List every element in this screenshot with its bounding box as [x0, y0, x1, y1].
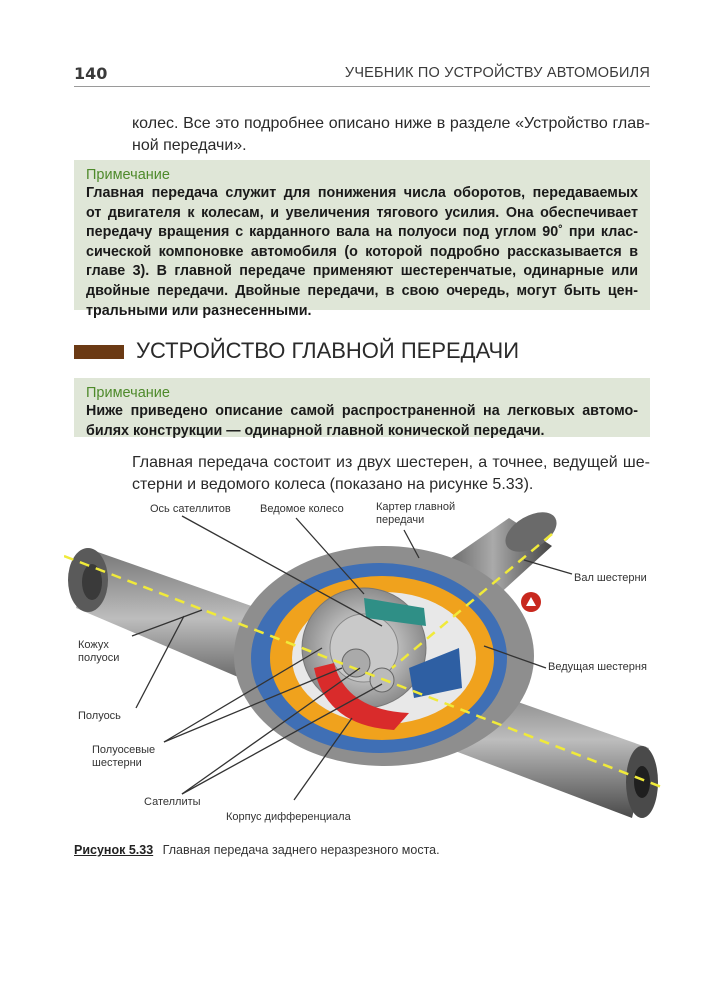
note-title: Примечание: [86, 167, 170, 183]
label-housing: [376, 501, 455, 527]
label-diff-case: Корпус дифференциала: [226, 811, 351, 823]
section-marker-bar: [74, 345, 124, 359]
label-pinion-shaft: Вал шестерни: [574, 572, 647, 584]
figure-differential: [64, 498, 664, 834]
note-line: двойные передачи. Двойные передачи, в свою очередь, могут быть цен-: [86, 282, 638, 299]
note-line: сической компоновке автомобиля (о которой подробно рассказывается в: [86, 243, 638, 260]
note-line: от двигателя к колесам, и увеличения тягового усилия. Она обеспечивает: [86, 204, 638, 221]
note-body: [86, 184, 638, 321]
page-header: [74, 62, 650, 86]
header-rule: [74, 86, 650, 87]
note-box-2: [74, 378, 650, 437]
label-axle-tube-line1: Кожух: [78, 639, 109, 651]
note-line: тральными или разнесенными.: [86, 302, 312, 319]
label-axle-tube-line2: полуоси: [78, 652, 120, 664]
note-line: передачу вращения с карданного вала на полуоси под углом 90˚ при клас-: [86, 224, 638, 241]
section-title: УСТРОЙСТВО ГЛАВНОЙ ПЕРЕДАЧИ: [136, 338, 520, 363]
body-paragraph: [132, 452, 650, 496]
note-line: Ниже приведено описание самой распространенной на легковых автомо-: [86, 403, 638, 419]
book-title: УЧЕБНИК ПО УСТРОЙСТВУ АВТОМОБИЛЯ: [344, 65, 650, 81]
label-axle-tube: [78, 639, 119, 665]
note-title: Примечание: [86, 385, 170, 401]
note-line: Главная передача служит для понижения числа оборотов, передаваемых: [86, 185, 638, 201]
label-housing-line1: Картер главной: [376, 501, 456, 513]
note-line: билях конструкции — одинарной главной конической передачи.: [86, 422, 545, 439]
section-heading: [74, 338, 650, 368]
caption-label: Рисунок 5.33: [74, 843, 154, 857]
label-satellite-axis: Ось сателлитов: [150, 503, 231, 515]
label-drive-pinion: Ведущая шестерня: [548, 661, 647, 673]
leader-pinion-shaft: [524, 560, 572, 574]
label-satellites: Сателлиты: [144, 796, 201, 808]
body-line-2: стерни и ведомого колеса (показано на рисунке 5.33).: [132, 476, 534, 493]
note-box-1: [74, 160, 650, 319]
right-axle-tube-bore: [634, 766, 650, 798]
caption-text: Главная передача заднего неразрезного моста.: [162, 843, 440, 857]
body-line-1: Главная передача состоит из двух шестерен, а точнее, ведущей ше-: [132, 454, 650, 471]
label-half-shaft: Полуось: [78, 710, 121, 722]
page-number: 140: [74, 64, 108, 83]
note-body: [86, 402, 638, 441]
figure-caption: [74, 843, 674, 857]
label-side-gears: [92, 744, 155, 770]
note-line: главе 3). В главной передаче применяют шестеренчатые, одинарные или: [86, 263, 638, 280]
intro-line-1: колес. Все это подробнее описано ниже в разделе «Устройство глав-: [132, 115, 650, 132]
label-driven-gear: Ведомое колесо: [260, 503, 344, 515]
label-side-gears-line1: Полуосевые: [92, 744, 156, 756]
label-side-gears-line2: шестерни: [92, 757, 142, 769]
intro-line-2: ной передачи».: [132, 137, 247, 154]
label-housing-line2: передачи: [376, 514, 425, 526]
intro-paragraph: [132, 113, 650, 157]
